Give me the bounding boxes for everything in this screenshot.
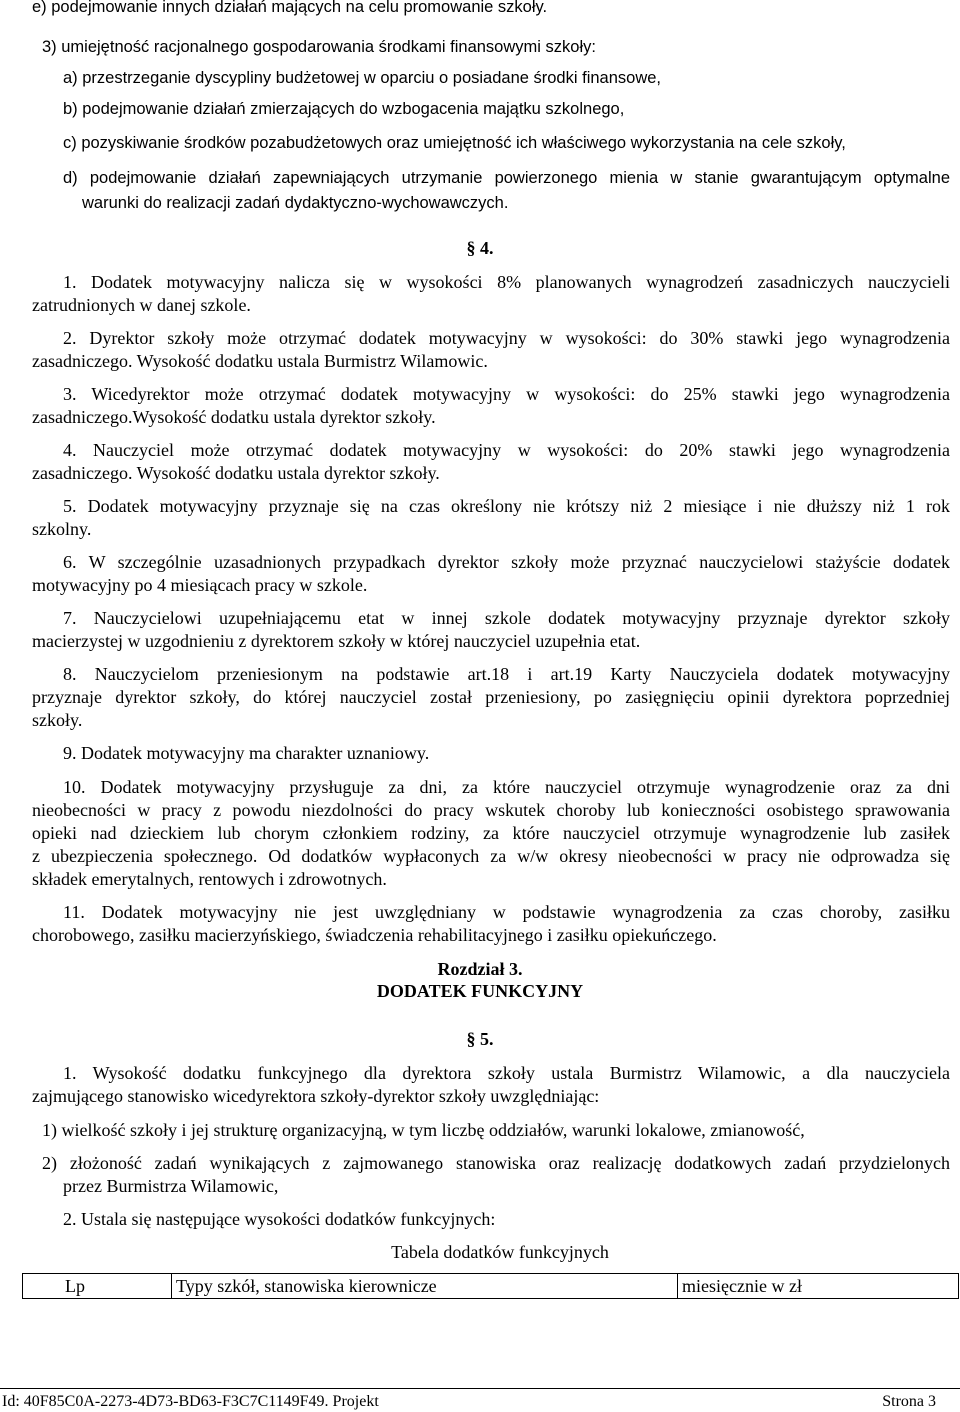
footer-id: Id: 40F85C0A-2273-4D73-BD63-F3C7C1149F49. Projekt: [2, 1393, 379, 1410]
paragraph: 3. Wicedyrektor może otrzymać dodatek motywacyjny w wysokości: do 25% stawki jego wynagrodzenia zasadniczego.Wysokość dodatku ustala dyrektor szkoły.: [32, 384, 950, 427]
paragraph: 6. W szczególnie uzasadnionych przypadkach dyrektor szkoły może przyznać nauczycielowi stażyście dodatek motywacyjny po 4 miesiącach pracy w szkole.: [32, 552, 950, 595]
paragraph: 4. Nauczyciel może otrzymać dodatek motywacyjny w wysokości: do 20% stawki jego wynagrodzenia zasadniczego. Wysokość dodatku ustala dyrektor szkoły.: [32, 440, 950, 483]
table-header-row: [23, 1274, 959, 1299]
table-header-cell: Typy szkół, stanowiska kierownicze: [172, 1274, 678, 1299]
list-item: c) pozyskiwanie środków pozabudżetowych oraz umiejętność ich właściwego wykorzystania na cele szkoły,: [63, 134, 846, 152]
list-item: 3) umiejętność racjonalnego gospodarowania środkami finansowymi szkoły:: [42, 38, 596, 56]
paragraph: 5. Dodatek motywacyjny przyznaje się na czas określony nie krótszy niż 2 miesiące i nie dłuższy niż 1 rok szkolny.: [32, 496, 950, 539]
paragraph: 8. Nauczycielom przeniesionym na podstawie art.18 i art.19 Karty Nauczyciela dodatek motywacyjny przyznaje dyrektor szkoły, do której nauczyciel został przeniesiony, po zasięgnięciu opinii dyrektora poprzedniej szkoły.: [32, 664, 950, 730]
paragraph: 11. Dodatek motywacyjny nie jest uwzględniany w podstawie wynagrodzenia za czas choroby, zasiłku chorobowego, zasiłku macierzyńskiego, świadczenia rehabilitacyjnego i zasiłku opiekuńczego.: [32, 902, 950, 945]
paragraph: 1. Dodatek motywacyjny nalicza się w wysokości 8% planowanych wynagrodzeń zasadniczych nauczycieli zatrudnionych w danej szkole.: [32, 272, 950, 315]
list-item: b) podejmowanie działań zmierzających do wzbogacenia majątku szkolnego,: [63, 100, 625, 118]
list-item: d) podejmowanie działań zapewniających utrzymanie powierzonego mienia w stanie gwarantującym optymalne: [63, 169, 950, 187]
paragraph: 9. Dodatek motywacyjny ma charakter uznaniowy.: [63, 743, 430, 763]
list-item: a) przestrzeganie dyscypliny budżetowej w oparciu o posiadane środki finansowe,: [63, 69, 661, 87]
list-item: 1) wielkość szkoły i jej strukturę organizacyjną, w tym liczbę oddziałów, warunki lokalowe, zmianowość,: [42, 1120, 805, 1140]
list-item: e) podejmowanie innych działań mających na celu promowanie szkoły.: [32, 0, 548, 16]
table: [22, 1273, 959, 1299]
paragraph: 7. Nauczycielowi uzupełniającemu etat w innej szkole dodatek motywacyjny przyznaje dyrektor szkoły macierzystej w uzgodnieniu z dyrektorem szkoły w której nauczyciel uzupełnia etat.: [32, 608, 950, 651]
section-heading: § 5.: [466, 1029, 494, 1049]
footer-divider: [0, 1388, 960, 1389]
paragraph: 10. Dodatek motywacyjny przysługuje za dni, za które nauczyciel otrzymuje wynagrodzenie oraz za dni nieobecności w pracy z powodu niezdolności do pracy wskutek choroby lub konieczności osobistego sprawowania opieki nad dzieckiem lub chorym członkiem rodziny, za które nauczyciel otrzymuje wynagrodzenie lub zasiłek z ubezpieczenia społecznego. Od dodatków wypłaconych za w/w okresy nieobecności w pracy nie odprowadza się składek emerytalnych, rentowych i zdrowotnych.: [32, 777, 950, 889]
chapter-number: Rozdział 3.: [437, 959, 523, 979]
list-item: przez Burmistrza Wilamowic,: [63, 1176, 279, 1196]
list-item: 2) złożoność zadań wynikających z zajmowanego stanowiska oraz realizację dodatkowych zadań przydzielonych: [42, 1153, 950, 1173]
table-header-cell: miesięcznie w zł: [678, 1274, 959, 1299]
paragraph: 1. Wysokość dodatku funkcyjnego dla dyrektora szkoły ustala Burmistrz Wilamowic, a dla nauczyciela zajmującego stanowisko wicedyrektora szkoły-dyrektor szkoły uwzględniając:: [32, 1063, 950, 1106]
table-caption: Tabela dodatków funkcyjnych: [391, 1242, 609, 1262]
page-number: Strona 3: [882, 1393, 936, 1410]
paragraph: 2. Dyrektor szkoły może otrzymać dodatek motywacyjny w wysokości: do 30% stawki jego wynagrodzenia zasadniczego. Wysokość dodatku ustala Burmistrz Wilamowic.: [32, 328, 950, 371]
table-header-cell: Lp: [23, 1274, 172, 1299]
section-heading: § 4.: [466, 238, 494, 258]
paragraph: 2. Ustala się następujące wysokości dodatków funkcyjnych:: [63, 1209, 496, 1229]
list-item: warunki do realizacji zadań dydaktyczno-wychowawczych.: [82, 194, 509, 212]
chapter-title: DODATEK FUNKCYJNY: [376, 981, 584, 1001]
